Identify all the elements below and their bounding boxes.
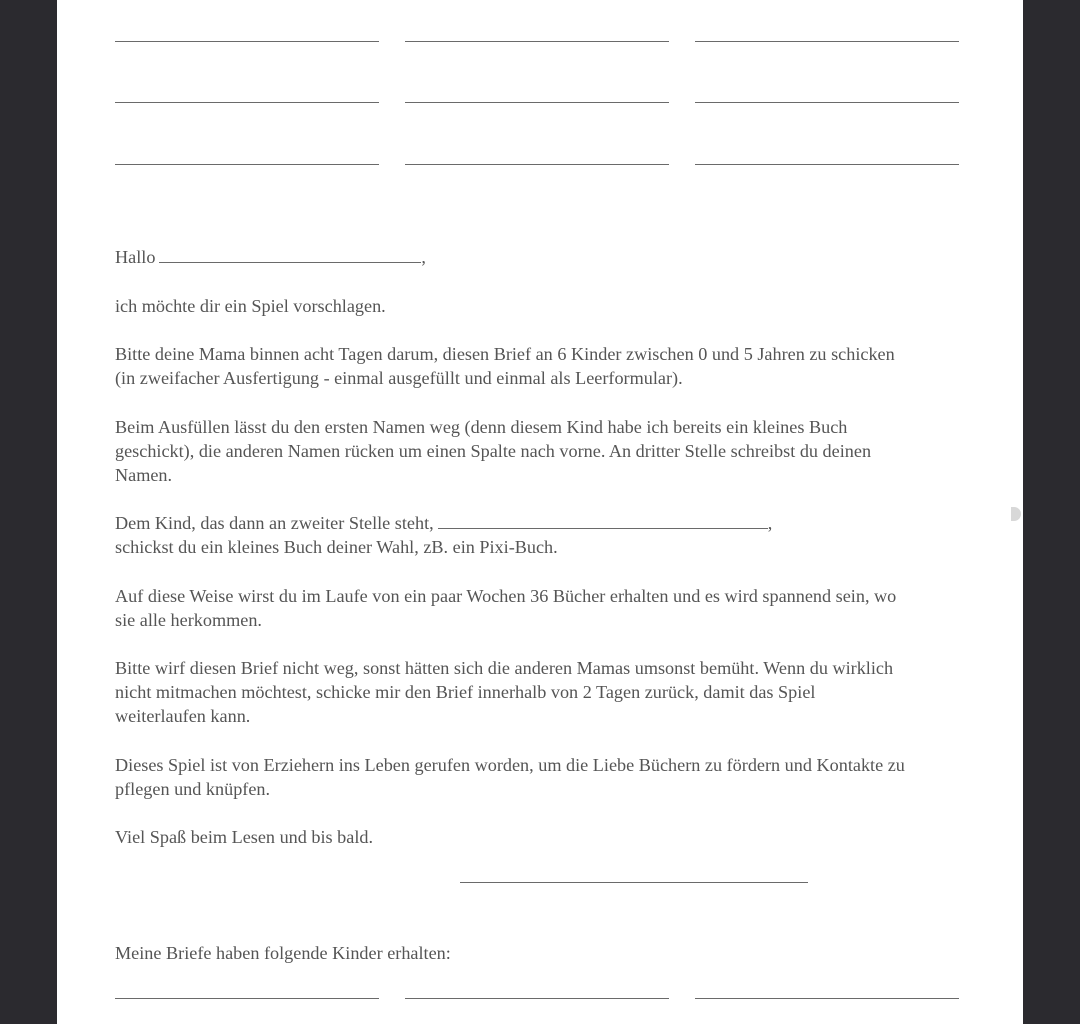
dont-throw-line-1: Bitte wirf diesen Brief nicht weg, sonst hätten sich die anderen Mamas umsonst bemüht. Wenn du wirklich xyxy=(115,658,894,678)
fill-line-2: geschickt), die anderen Namen rücken um einen Spalte nach vorne. An dritter Stelle schreibst du deinen xyxy=(115,441,872,461)
instructions-line-2: (in zweifacher Ausfertigung - einmal ausgefüllt und einmal als Leerformular). xyxy=(115,368,683,388)
origin-line-2: pflegen und knüpfen. xyxy=(115,779,271,799)
name-blank[interactable] xyxy=(695,102,959,103)
proposal-line: ich möchte dir ein Spiel vorschlagen. xyxy=(115,296,386,316)
name-blank[interactable] xyxy=(695,41,959,42)
signature-blank[interactable] xyxy=(460,882,808,883)
greeting-line xyxy=(115,245,426,269)
document-page xyxy=(57,0,1023,1024)
fill-line-3: Namen. xyxy=(115,465,173,485)
child-prefix: Dem Kind, das dann an zweiter Stelle steht, xyxy=(115,513,434,533)
closing-line: Viel Spaß beim Lesen und bis bald. xyxy=(115,827,374,847)
greeting-comma: , xyxy=(421,247,426,267)
child-line-1 xyxy=(115,511,772,535)
child-name-blank[interactable] xyxy=(438,512,768,529)
dont-throw-line-2: nicht mitmachen möchtest, schicke mir den Brief innerhalb von 2 Tagen zurück, damit das Spiel xyxy=(115,682,816,702)
recipients-heading: Meine Briefe haben folgende Kinder erhalten: xyxy=(115,943,451,963)
name-blank[interactable] xyxy=(115,164,379,165)
greeting-word: Hallo xyxy=(115,247,156,267)
recipient-blank[interactable] xyxy=(405,998,669,999)
greeting-name-blank[interactable] xyxy=(159,246,421,263)
instructions-line-1: Bitte deine Mama binnen acht Tagen darum, diesen Brief an 6 Kinder zwischen 0 und 5 Jahren zu schicken xyxy=(115,344,895,364)
fill-line-1: Beim Ausfüllen lässt du den ersten Namen weg (denn diesem Kind habe ich bereits ein kleines Buch xyxy=(115,417,848,437)
books-line-1: Auf diese Weise wirst du im Laufe von ein paar Wochen 36 Bücher erhalten und es wird spannend sein, wo xyxy=(115,586,897,606)
name-blank[interactable] xyxy=(695,164,959,165)
name-blank[interactable] xyxy=(405,41,669,42)
name-blank[interactable] xyxy=(405,102,669,103)
child-line-2: schickst du ein kleines Buch deiner Wahl, zB. ein Pixi-Buch. xyxy=(115,537,558,557)
name-blank[interactable] xyxy=(115,102,379,103)
origin-line-1: Dieses Spiel ist von Erziehern ins Leben gerufen worden, um die Liebe Büchern zu fördern und Kontakte zu xyxy=(115,755,905,775)
recipient-blank[interactable] xyxy=(695,998,959,999)
dont-throw-line-3: weiterlaufen kann. xyxy=(115,706,251,726)
recipient-blank[interactable] xyxy=(115,998,379,999)
child-comma: , xyxy=(767,513,773,533)
books-line-2: sie alle herkommen. xyxy=(115,610,262,630)
name-blank[interactable] xyxy=(405,164,669,165)
name-blank[interactable] xyxy=(115,41,379,42)
